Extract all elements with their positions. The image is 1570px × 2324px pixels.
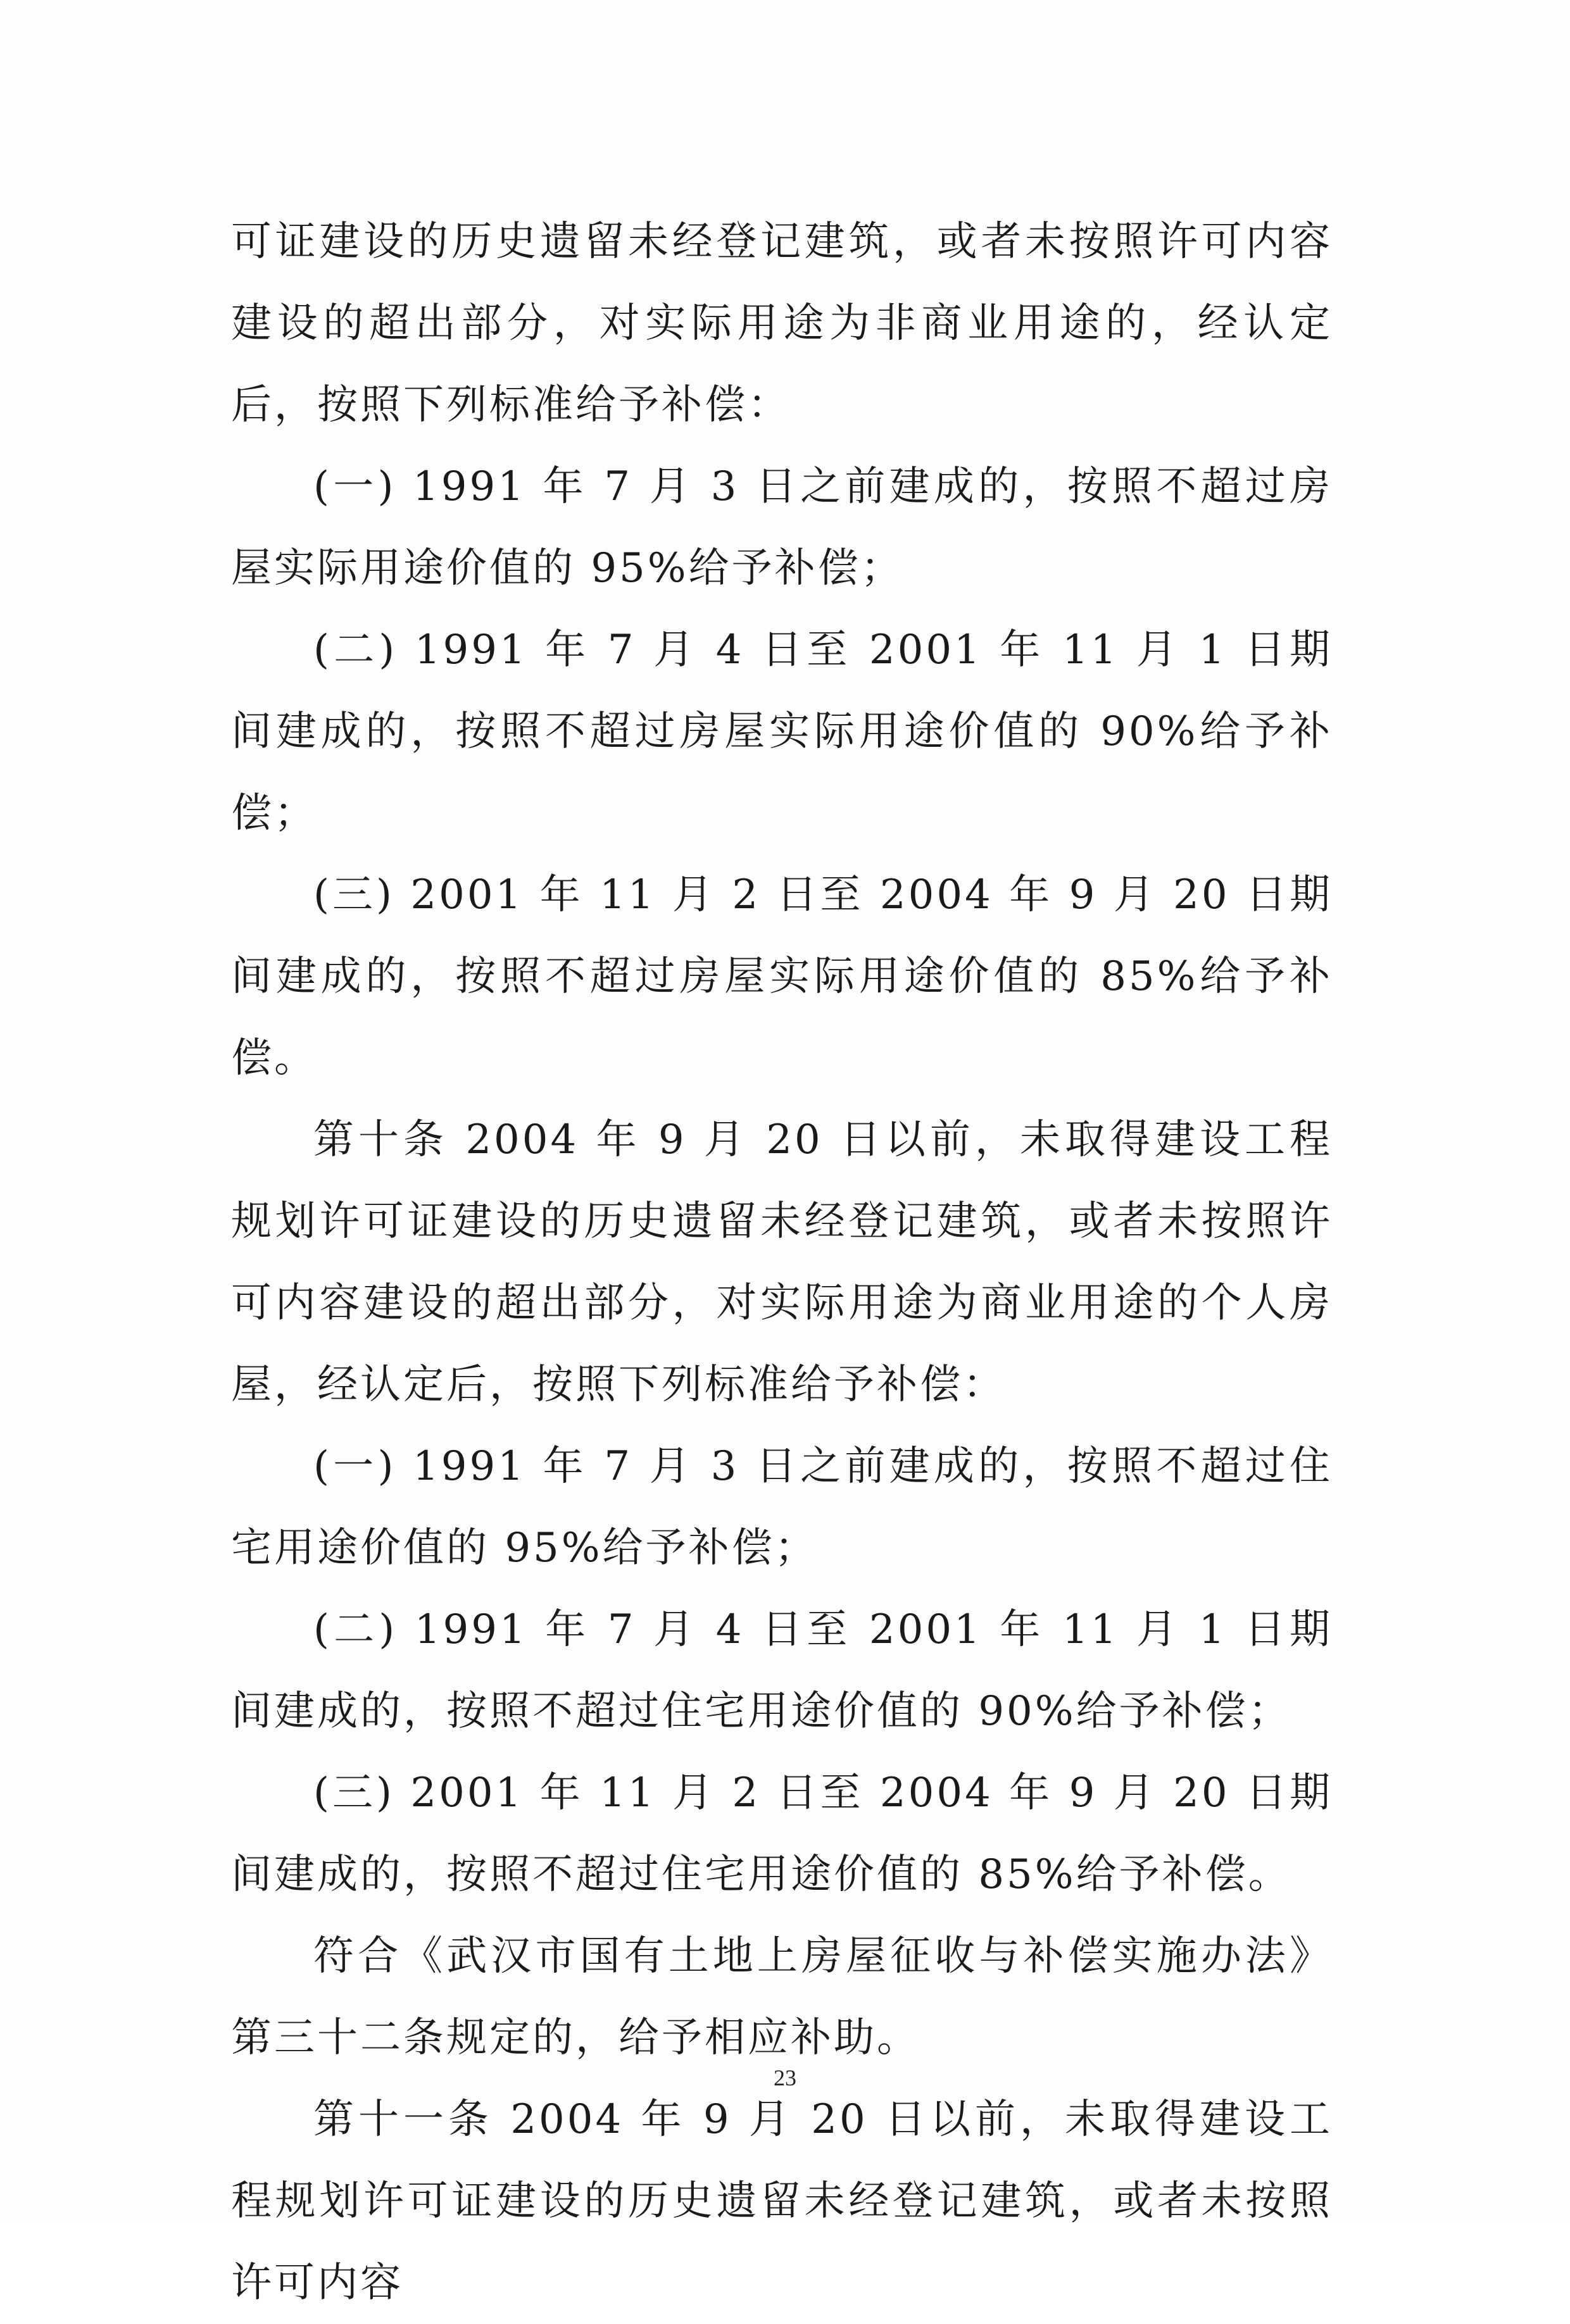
paragraph-item-3: (三) 2001 年 11 月 2 日至 2004 年 9 月 20 日期间建成的，按照不超过房屋实际用途价值的 85%给予补偿。	[231, 872, 1333, 1082]
paragraph-item-3-commercial: (三) 2001 年 11 月 2 日至 2004 年 9 月 20 日期间建成的，按照不超过住宅用途价值的 85%给予补偿。	[231, 1770, 1333, 1898]
body-text	[231, 201, 1333, 2324]
paragraph-article-11: 第十一条 2004 年 9 月 20 日以前，未取得建设工程规划许可证建设的历史遗留未经登记建筑，或者未按照许可内容	[231, 2096, 1333, 2306]
paragraph-item-2: (二) 1991 年 7 月 4 日至 2001 年 11 月 1 日期间建成的，按照不超过房屋实际用途价值的 90%给予补偿；	[231, 627, 1333, 837]
paragraph-item-2-commercial: (二) 1991 年 7 月 4 日至 2001 年 11 月 1 日期间建成的，按照不超过住宅用途价值的 90%给予补偿；	[231, 1606, 1333, 1735]
page-number: 23	[774, 2065, 796, 2090]
paragraph-article-10: 第十条 2004 年 9 月 20 日以前，未取得建设工程规划许可证建设的历史遗留未经登记建筑，或者未按照许可内容建设的超出部分，对实际用途为商业用途的个人房屋，经认定后，按照下列标准给予补偿：	[231, 1116, 1333, 1408]
paragraph-item-1: (一) 1991 年 7 月 3 日之前建成的，按照不超过房屋实际用途价值的 95%给予补偿；	[231, 463, 1333, 592]
paragraph-item-1-commercial: (一) 1991 年 7 月 3 日之前建成的，按照不超过住宅用途价值的 95%给予补偿；	[231, 1443, 1333, 1571]
paragraph-continuation: 可证建设的历史遗留未经登记建筑，或者未按照许可内容建设的超出部分，对实际用途为非商业用途的，经认定后，按照下列标准给予补偿：	[231, 218, 1333, 428]
paragraph-subsidy: 符合《武汉市国有土地上房屋征收与补偿实施办法》第三十二条规定的，给予相应补助。	[231, 1933, 1333, 2061]
